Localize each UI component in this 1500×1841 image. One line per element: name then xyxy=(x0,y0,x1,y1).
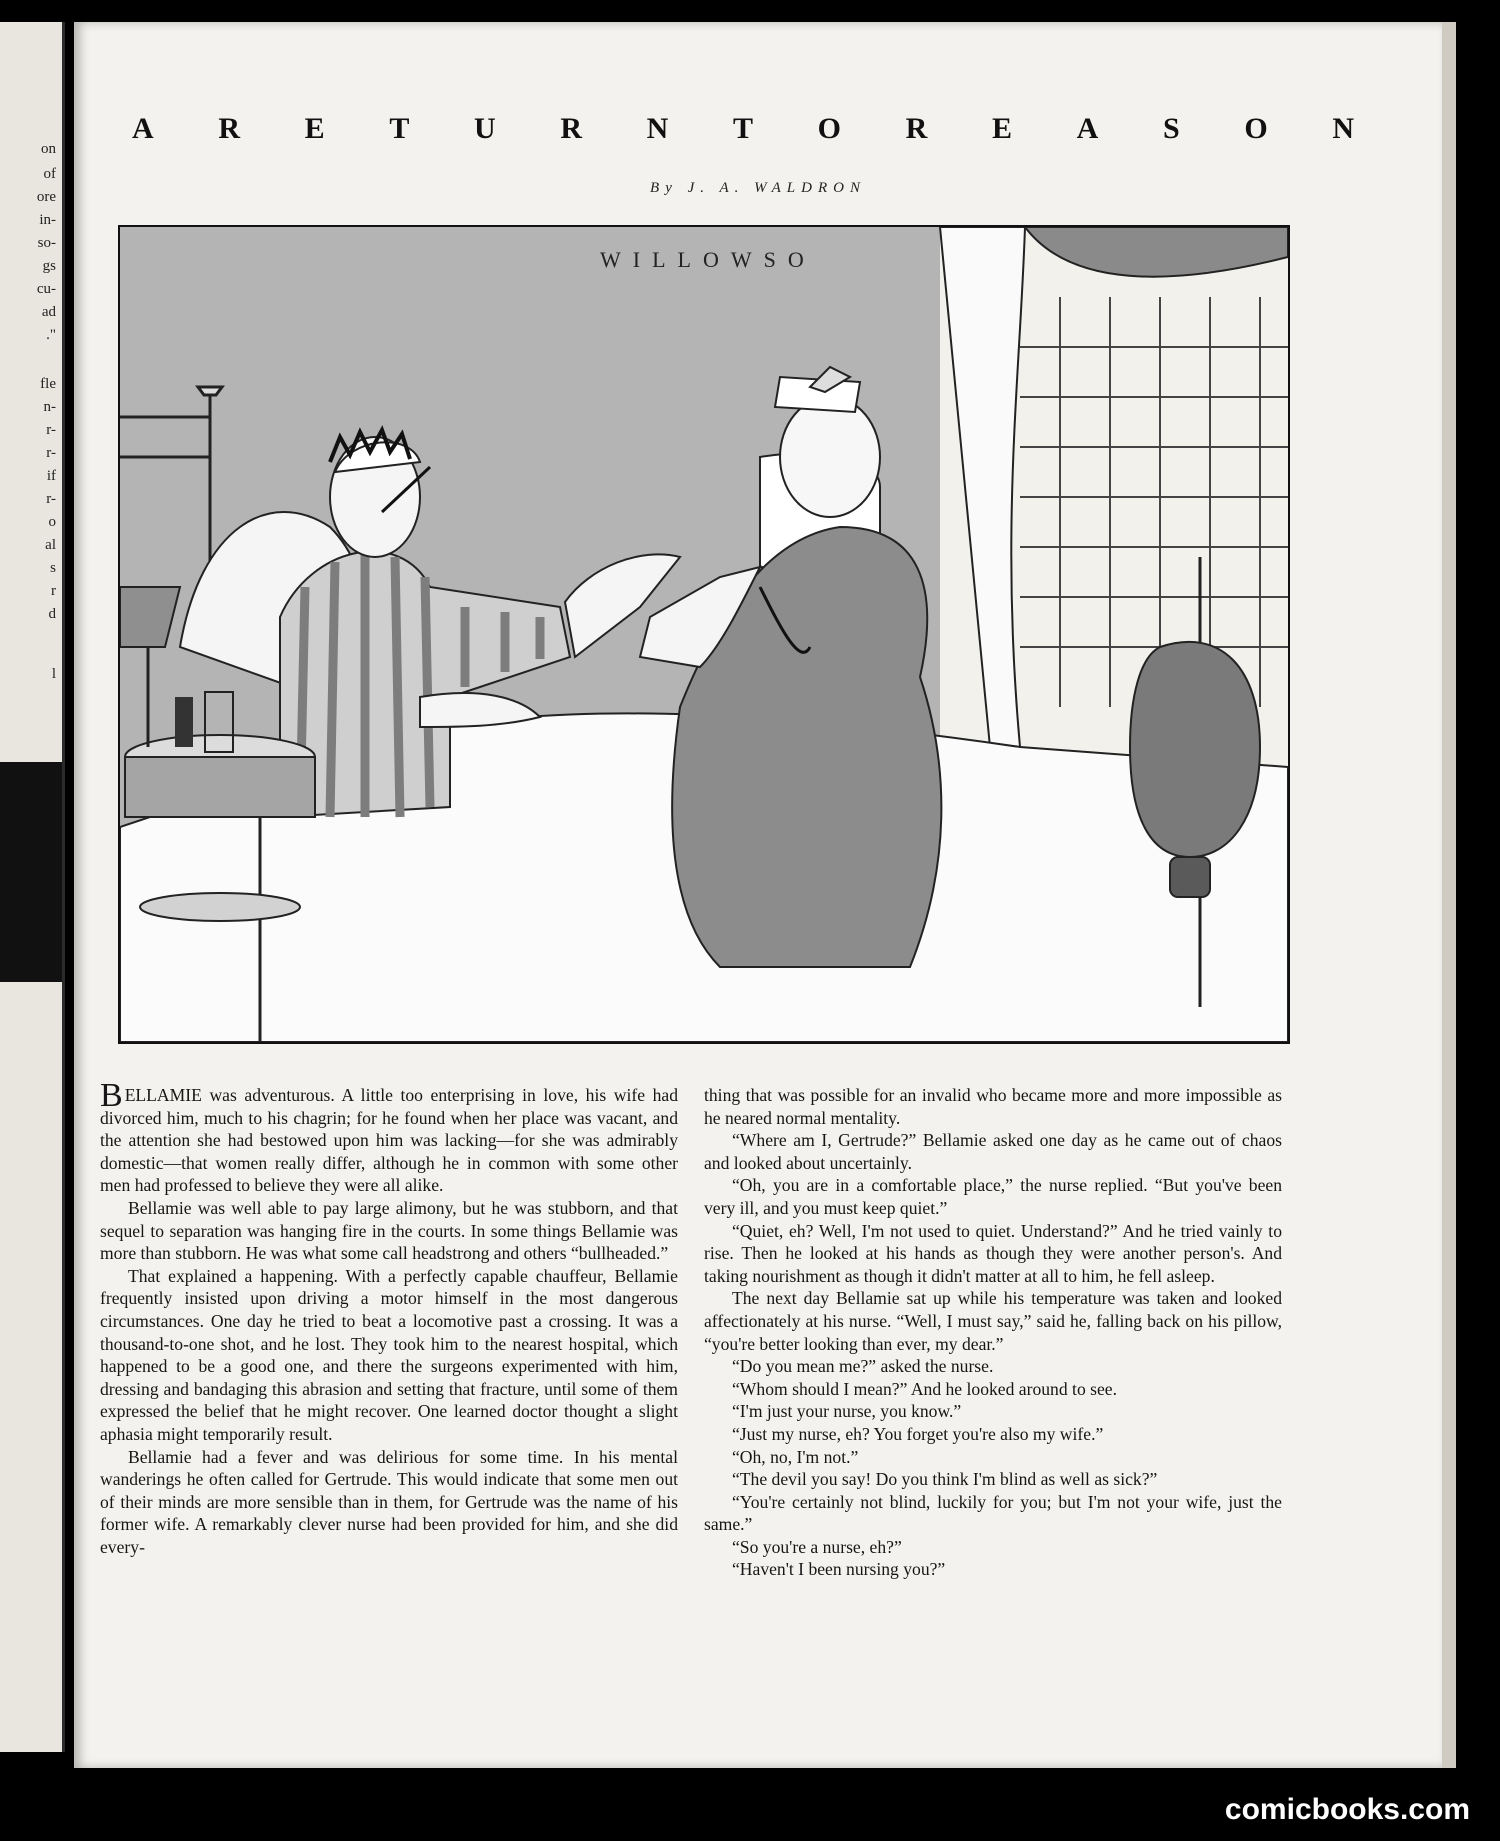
page-right-edge xyxy=(1442,22,1456,1768)
left-page-fragment: ore xyxy=(36,189,56,205)
paragraph-text: “Oh, you are in a comfortable place,” the nurse replied. “But you've been very ill, and you must keep quiet.” xyxy=(704,1175,1282,1218)
paragraph-text: “You're certainly not blind, luckily for you; but I'm not your wife, just the same.” xyxy=(704,1491,1282,1535)
title-letter: O xyxy=(1244,112,1268,145)
title-letter: T xyxy=(732,112,753,145)
illustration-drawing xyxy=(120,227,1288,1042)
left-page-fragment: al xyxy=(45,537,56,553)
paragraph xyxy=(704,1174,1282,1219)
left-page-fragment: of xyxy=(43,166,56,182)
title-letter: A xyxy=(1076,112,1099,145)
left-page-fragment: so- xyxy=(37,235,56,251)
left-page-fragment: r- xyxy=(46,445,56,461)
illustration-signature: WILLOWSO xyxy=(600,247,816,272)
paragraph xyxy=(100,1446,678,1559)
left-page-fragment: if xyxy=(46,468,56,484)
paragraph xyxy=(704,1084,1282,1129)
text-column-2 xyxy=(704,1084,1282,1581)
title-letter: T xyxy=(389,112,410,145)
paragraph-text: “I'm just your nurse, you know.” xyxy=(732,1401,962,1422)
left-page-fragment: on xyxy=(41,141,56,157)
paragraph xyxy=(704,1220,1282,1288)
paragraph-text: “Oh, no, I'm not.” xyxy=(732,1446,859,1467)
page-title xyxy=(132,112,1354,146)
paragraph xyxy=(704,1129,1282,1174)
title-letter: S xyxy=(1162,112,1180,145)
paragraph-text: ELLAMIE was adventurous. A little too enterprising in love, his wife had divorced him, much to his chagrin; for he found when her place was vacant, and the attention she had bestowed upon him was lacking—for she was admirably domestic—that women really differ, although he in common with some other men had professed to believe they were all alike. xyxy=(100,1085,678,1196)
magazine-page xyxy=(74,22,1442,1768)
left-page-edge xyxy=(0,22,65,1752)
left-page-fragment: l xyxy=(51,666,56,682)
left-page-fragment: cu- xyxy=(36,281,56,297)
left-page-fragment: n- xyxy=(43,399,56,415)
paragraph xyxy=(704,1287,1282,1355)
paragraph xyxy=(704,1446,1282,1469)
paragraph xyxy=(704,1423,1282,1446)
paragraph-text: The next day Bellamie sat up while his temperature was taken and looked affectionately at his nurse. “Well, I must say,” said he, falling back on his pillow, “you're better looking than ever, my dear.” xyxy=(704,1288,1282,1354)
paragraph xyxy=(704,1355,1282,1378)
left-page-fragment: r xyxy=(51,583,56,599)
paragraph-text: “Haven't I been nursing you?” xyxy=(732,1559,946,1580)
paragraph xyxy=(100,1077,678,1197)
title-letter: E xyxy=(304,112,325,145)
title-letter: N xyxy=(1332,112,1354,145)
left-page-fragment: s xyxy=(50,560,56,576)
paragraph-text: “Where am I, Gertrude?” Bellamie asked one day as he came out of chaos and looked about uncertainly. xyxy=(704,1130,1282,1173)
left-page-fragment: o xyxy=(48,514,56,530)
title-letter: R xyxy=(905,112,928,145)
paragraph-text: That explained a happening. With a perfectly capable chauffeur, Bellamie frequently insisted upon driving a motor himself in the most dangerous circumstances. One day he tried to beat a locomotive past a crossing. It was a thousand-to-one shot, and he lost. They took him to the nearest hospital, which happened to be a good one, and there the surgeons experimented with him, dressing and bandaging this abrasion and setting that fracture, until some of them expressed the belief that he might recover. One learned doctor thought a slight aphasia might temporarily result. xyxy=(100,1265,678,1444)
text-column-1 xyxy=(100,1077,678,1558)
watermark: comicbooks.com xyxy=(1224,1793,1470,1826)
left-page-fragment: d xyxy=(48,606,56,622)
left-page-dark-block xyxy=(0,762,62,982)
title-letter: E xyxy=(991,112,1012,145)
left-page-fragment: r- xyxy=(46,491,56,507)
paragraph xyxy=(100,1197,678,1265)
paragraph xyxy=(704,1536,1282,1559)
left-page-fragment: r- xyxy=(46,422,56,438)
paragraph xyxy=(704,1491,1282,1536)
drop-cap: B xyxy=(100,1077,123,1114)
title-letter: N xyxy=(646,112,669,145)
paragraph-text: thing that was possible for an invalid who became more and more impossible as he neared normal mentality. xyxy=(704,1085,1282,1128)
paragraph-text: “Just my nurse, eh? You forget you're also my wife.” xyxy=(732,1423,1104,1444)
paragraph-text: Bellamie had a fever and was delirious for some time. In his mental wanderings he often called for Gertrude. This would indicate that some men out of their minds are more sensible than in them, for Gertrude was the name of his former wife. A remarkably clever nurse had been provided for him, and she did every- xyxy=(100,1446,678,1557)
paragraph xyxy=(704,1400,1282,1423)
paragraph-text: Bellamie was well able to pay large alimony, but he was stubborn, and that sequel to separation was hanging fire in the courts. In some things Bellamie was more than stubborn. He was what some call headstrong and others “bullheaded.” xyxy=(100,1197,678,1264)
illustration xyxy=(118,225,1290,1044)
paragraph-text: “So you're a nurse, eh?” xyxy=(732,1536,902,1557)
paragraph-text: “The devil you say! Do you think I'm blind as well as sick?” xyxy=(732,1469,1158,1490)
title-letter: R xyxy=(218,112,240,145)
byline: By J. A. WALDRON xyxy=(650,180,866,196)
paragraph xyxy=(704,1468,1282,1491)
title-letter: R xyxy=(560,112,582,145)
left-page-fragment: in- xyxy=(39,212,56,228)
paragraph-text: “Quiet, eh? Well, I'm not used to quiet. Understand?” And he tried vainly to rise. Then he looked at his hands as though they were another person's. And taking nourishment as though it didn't matter at all to him, he fell asleep. xyxy=(704,1220,1282,1286)
paragraph xyxy=(100,1265,678,1446)
left-page-fragment: ad xyxy=(41,304,56,320)
paragraph xyxy=(704,1558,1282,1581)
title-letter: A xyxy=(132,112,154,145)
left-page-fragment: gs xyxy=(42,258,56,274)
paragraph xyxy=(704,1378,1282,1401)
paragraph-text: “Whom should I mean?” And he looked around to see. xyxy=(732,1378,1118,1399)
left-page-fragment: fle xyxy=(40,376,56,392)
title-letter: O xyxy=(817,112,841,145)
paragraph-text: “Do you mean me?” asked the nurse. xyxy=(732,1356,994,1377)
title-letter: U xyxy=(474,112,496,145)
left-page-fragment: ." xyxy=(46,327,56,343)
